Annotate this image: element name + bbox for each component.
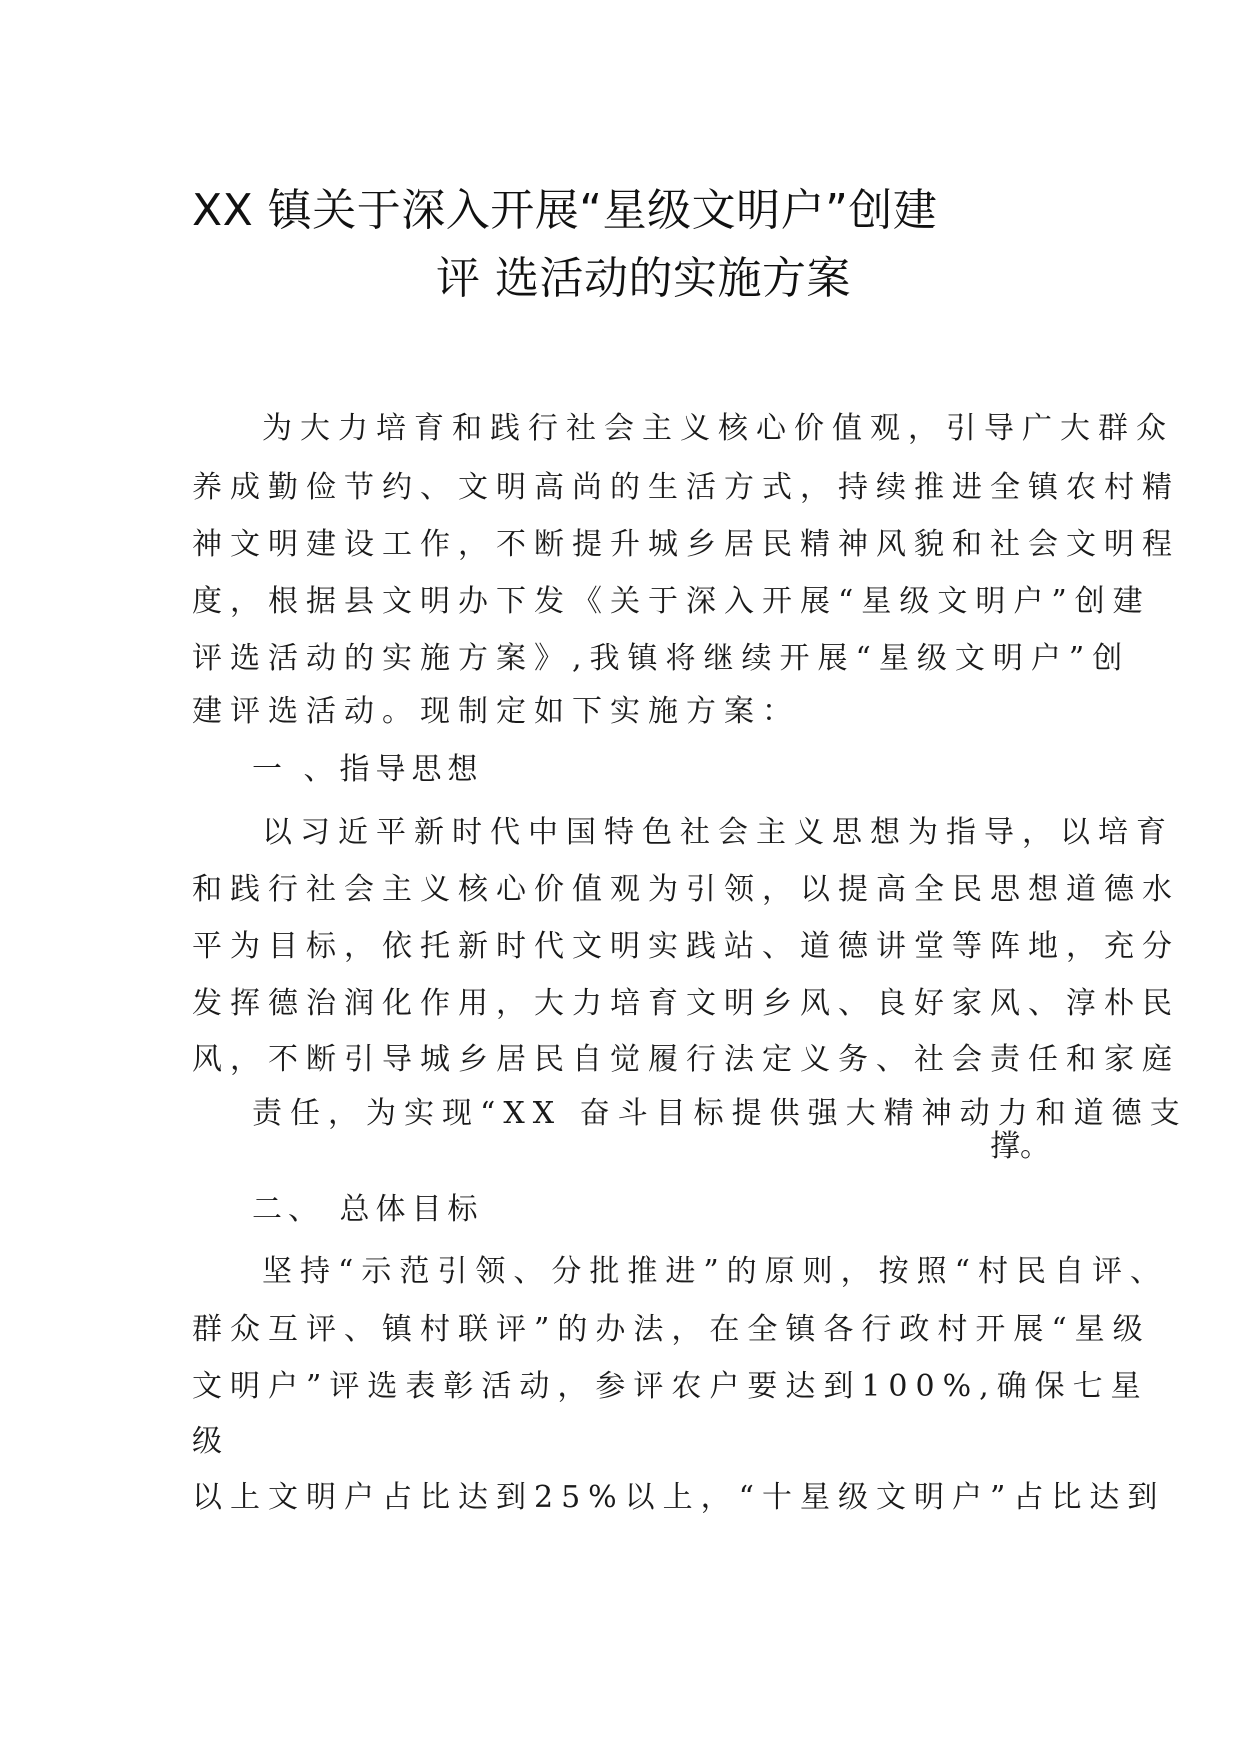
- section1-line-5: 风，不断引导城乡居民自觉履行法定义务、社会责任和家庭: [192, 1042, 1180, 1077]
- section1-line-2: 和践行社会主义核心价值观为引领，以提高全民思想道德水: [192, 872, 1180, 907]
- intro-line-2: 养成勤俭节约、文明高尚的生活方式，持续推进全镇农村精: [192, 470, 1180, 505]
- document-title-line-1: XX 镇关于深入开展“星级文明户”创建: [192, 185, 938, 236]
- section-heading-overall-goal: 二、 总体目标: [252, 1192, 484, 1227]
- section1-line-3: 平为目标，依托新时代文明实践站、道德讲堂等阵地，充分: [192, 929, 1180, 964]
- intro-line-5: 评选活动的实施方案》,我镇将继续开展“星级文明户”创: [192, 641, 1131, 676]
- section1-line-4: 发挥德治润化作用，大力培育文明乡风、良好家风、淳朴民: [192, 986, 1180, 1021]
- intro-line-6: 建评选活动。现制定如下实施方案：: [192, 694, 800, 729]
- section2-line-1: 坚持“示范引领、分批推进”的原则，按照“村民自评、: [262, 1254, 1169, 1289]
- section1-line-7: 撑。: [990, 1129, 1050, 1164]
- section1-line-1: 以习近平新时代中国特色社会主义思想为指导，以培育: [262, 815, 1174, 850]
- section2-line-3: 文明户”评选表彰活动，参评农户要达到100%,确保七星: [192, 1369, 1149, 1404]
- section2-line-2: 群众互评、镇村联评”的办法，在全镇各行政村开展“星级: [192, 1312, 1151, 1347]
- section1-line-6: 责任，为实现“XX 奋斗目标提供强大精神动力和道德支: [252, 1096, 1188, 1131]
- intro-line-3: 神文明建设工作，不断提升城乡居民精神风貌和社会文明程: [192, 527, 1180, 562]
- section2-line-5: 以上文明户占比达到25%以上，“十星级文明户”占比达到: [192, 1480, 1166, 1515]
- section2-line-4: 级: [192, 1424, 222, 1459]
- intro-line-1: 为大力培育和践行社会主义核心价值观，引导广大群众: [262, 411, 1174, 446]
- document-title-line-2: 评 选活动的实施方案: [436, 253, 851, 304]
- section-heading-guiding-ideology: 一 、指导思想: [252, 752, 484, 787]
- intro-line-4: 度，根据县文明办下发《关于深入开展“星级文明户”创建: [192, 584, 1151, 619]
